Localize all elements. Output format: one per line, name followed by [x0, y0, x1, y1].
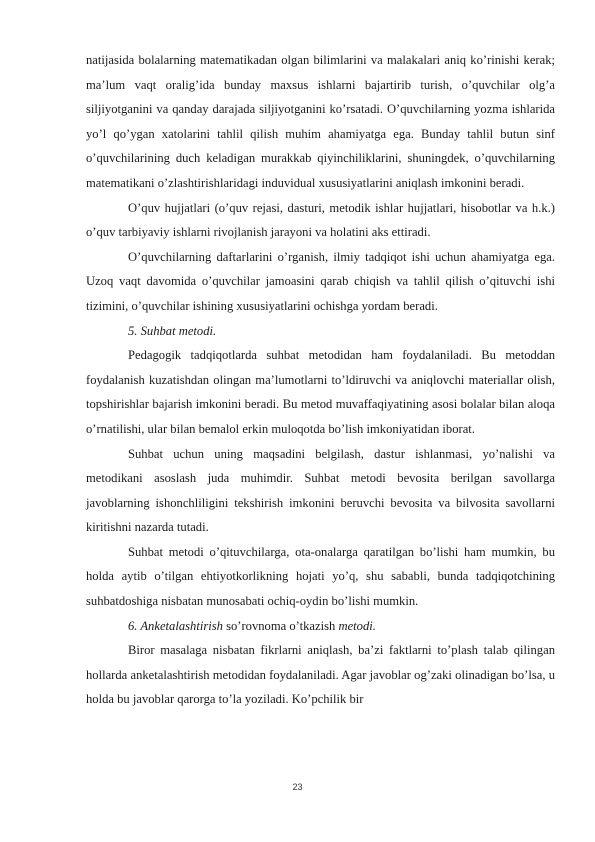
paragraph-7: Biror masalaga nisbatan fikrlarni aniqlash, ba’zi faktlarni to’plash talab qilingan hollarda anketalashtirish metodidan foydalaniladi. Agar javoblar og’zaki olinadigan bo’lsa, u holda bu javoblar qarorga to’la yoziladi. Ko’pchilik bir	[86, 643, 555, 707]
heading-anketa-part-2: so’rovnoma o’tkazish	[222, 618, 339, 633]
section-heading-suhbat: 5. Suhbat metodi.	[128, 323, 217, 338]
paragraph-4: Pedagogik tadqiqotlarda suhbat metodidan ham foydalaniladi. Bu metoddan foydalanish kuzatishdan olingan ma’lumotlarni to’ldiruvchi va aniqlovchi materiallar olish, topshirishlar bajarish imkonini beradi. Bu metod muvaffaqiyatining asosi bolalar bilan aloqa o’rnatilishi, ular bilan bemalol erkin muloqotda bo’lish imkoniyatidan iborat.	[86, 348, 555, 436]
page-number: 23	[292, 782, 303, 792]
section-heading-anketa	[86, 614, 555, 639]
paragraph-2: O’quv hujjatlari (o’quv rejasi, dasturi, metodik ishlar hujjatlari, hisobotlar va h.k.) o’quv tarbiyaviy ishlarni rivojlanish jarayoni va holatini aks ettiradi.	[86, 200, 555, 240]
paragraph-3: O’quvchilarning daftarlarini o’rganish, ilmiy tadqiqot ishi uchun ahamiyatga ega. Uzoq vaqt davomida o’quvchilar jamoasini qarab chiqish va tahlil qilish o’qituvchi ishi tizimini, o’quvchilar ishining xususiyatlarini ochishga yordam beradi.	[86, 249, 555, 313]
paragraph-1: natijasida bolalarning matematikadan olgan bilimlarini va malakalari aniq ko’rinishi kerak; ma’lum vaqt oralig’ida bunday maxsus ishlarni bajartirib turish, o’quvchilar olg’a siljiyotganini va qanday darajada siljiyotganini ko’rsatadi. O’quvchilarning yozma ishlarida yo’l qo’ygan xatolarini tahlil qilish muhim ahamiyatga ega. Bunday tahlil butun sinf o’quvchilarining duch keladigan murakkab qiyinchiliklarini, shuningdek, o’quvchilarning matematikani o’zlashtirishlaridagi induvidual xususiyatlarini aniqlash imkonini beradi.	[86, 53, 555, 190]
paragraph-5: Suhbat uchun uning maqsadini belgilash, dastur ishlanmasi, yo’nalishi va metodikani asoslash juda muhimdir. Suhbat metodi bevosita berilgan savollarga javoblarning ishonchliligini tekshirish imkonini beruvchi bevosita va bilvosita savollarni kiritishni nazarda tutadi.	[86, 446, 555, 535]
heading-anketa-part-1: 6. Anketalashtirish	[128, 618, 223, 633]
paragraph-6: Suhbat metodi o’qituvchilarga, ota-onalarga qaratilgan bo’lishi ham mumkin, bu holda aytib o’tilgan ehtiyotkorlikning hojati yo’q, shu sababli, bunda tadqiqotchining suhbatdoshiga nisbatan munosabati ochiq-oydin bo’lishi mumkin.	[86, 544, 555, 609]
heading-anketa-part-3: metodi.	[338, 618, 376, 633]
document-page	[86, 48, 555, 712]
